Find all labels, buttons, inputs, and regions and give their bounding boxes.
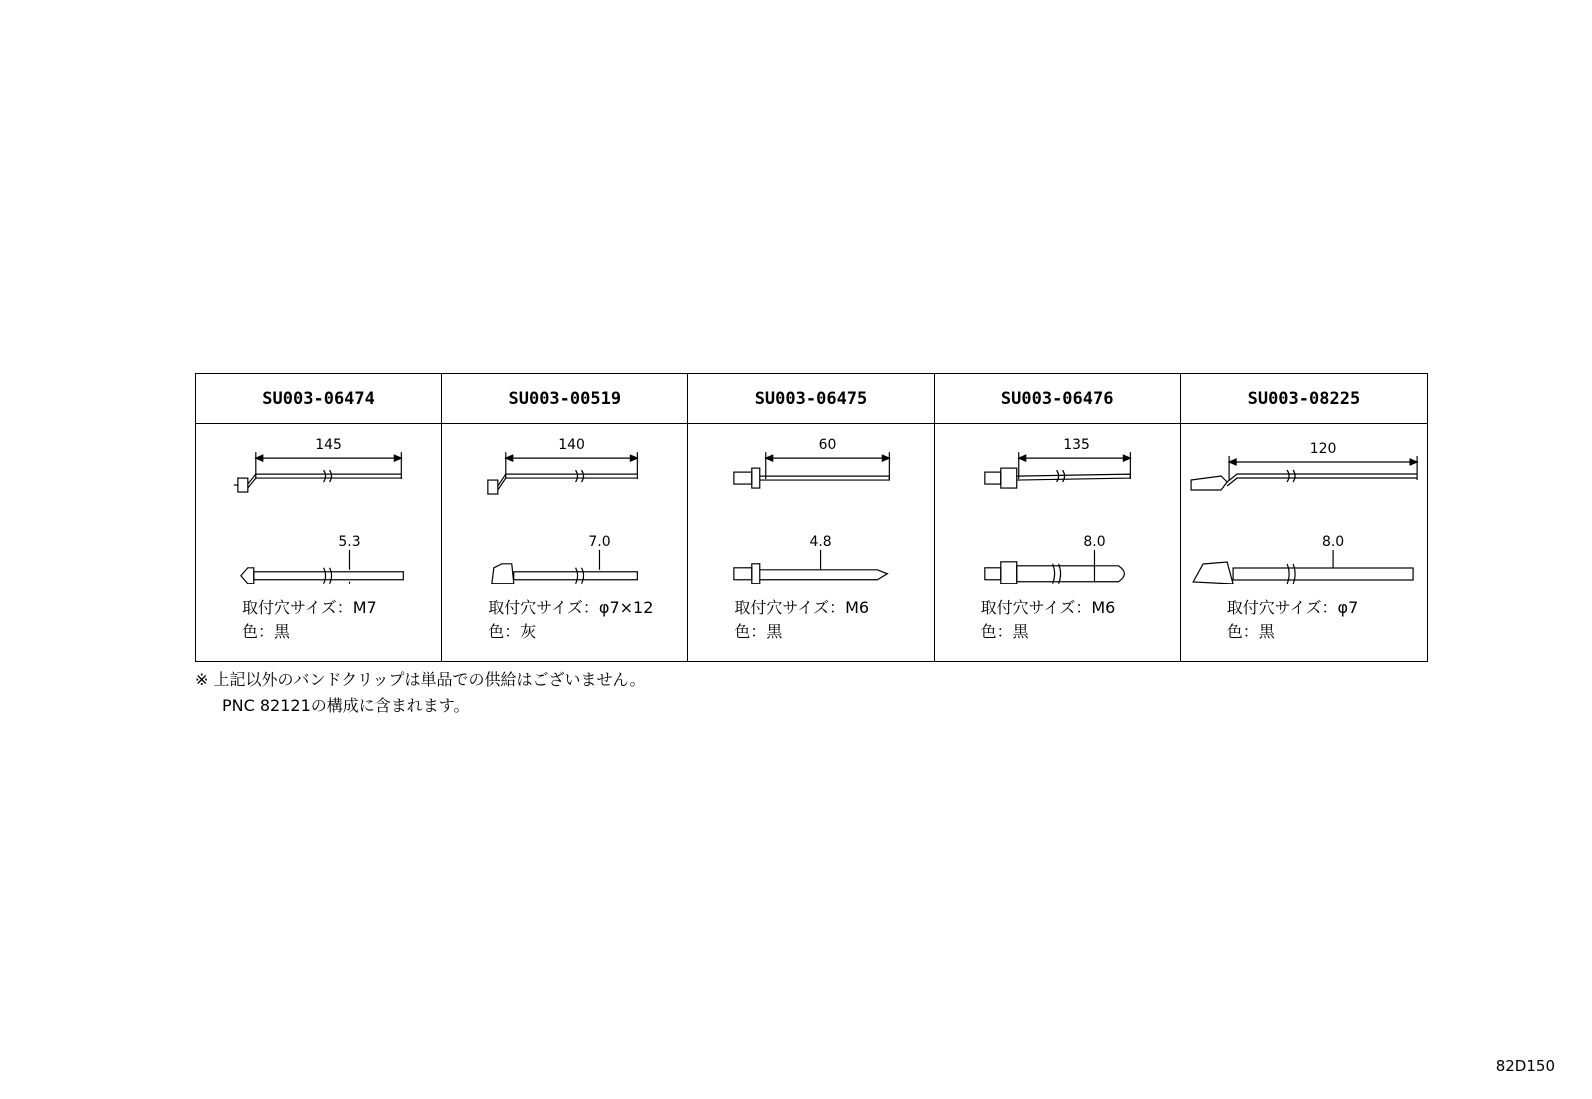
band-clip-drawing	[935, 424, 1180, 584]
band-clip-drawing	[442, 424, 687, 584]
footnote	[195, 667, 646, 719]
hole-size-label: 取付穴サイズ：φ7	[1226, 598, 1359, 617]
footnote-line-2: PNC 82121の構成に含まれます。	[222, 696, 470, 715]
part-number-header: SU003-06474	[196, 374, 442, 424]
hole-size-label: 取付穴サイズ：M7	[242, 598, 377, 617]
reference-code: 82D150	[1495, 1057, 1555, 1075]
width-dimension: 8.0	[1321, 534, 1345, 550]
hole-size-label: 取付穴サイズ：M6	[734, 598, 870, 617]
part-cell	[1181, 424, 1427, 661]
part-number-header: SU003-06476	[935, 374, 1181, 424]
band-clip-drawing	[1181, 424, 1427, 584]
spec-block	[242, 596, 377, 644]
part-cell	[688, 424, 934, 661]
length-dimension: 145	[315, 437, 342, 454]
color-label: 色：灰	[488, 622, 537, 641]
length-dimension: 120	[1309, 441, 1337, 457]
spec-block	[1227, 596, 1358, 644]
spec-block	[981, 596, 1116, 644]
width-dimension: 8.0	[1082, 533, 1106, 550]
width-dimension: 4.8	[809, 533, 833, 550]
part-cell	[196, 424, 442, 661]
width-dimension: 5.3	[338, 533, 361, 550]
part-number-header: SU003-06475	[688, 374, 934, 424]
parts-table	[195, 373, 1428, 662]
hole-size-label: 取付穴サイズ：φ7×12	[488, 598, 654, 617]
length-dimension: 60	[819, 437, 837, 454]
length-dimension: 135	[1062, 437, 1090, 454]
width-dimension: 7.0	[588, 533, 611, 550]
color-label: 色：黒	[980, 622, 1029, 641]
color-label: 色：黒	[242, 622, 291, 641]
part-number-header: SU003-00519	[442, 374, 688, 424]
color-label: 色：黒	[734, 622, 783, 641]
hole-size-label: 取付穴サイズ：M6	[980, 598, 1116, 617]
band-clip-drawing	[688, 424, 933, 584]
band-clip-drawing	[196, 424, 441, 584]
spec-block	[488, 596, 653, 644]
color-label: 色：黒	[1226, 622, 1275, 641]
footnote-line-1: ※ 上記以外のバンドクリップは単品での供給はございません。	[195, 670, 646, 689]
part-cell	[442, 424, 688, 661]
spec-block	[734, 596, 869, 644]
length-dimension: 140	[558, 437, 586, 454]
part-number-header: SU003-08225	[1181, 374, 1427, 424]
part-cell	[935, 424, 1181, 661]
